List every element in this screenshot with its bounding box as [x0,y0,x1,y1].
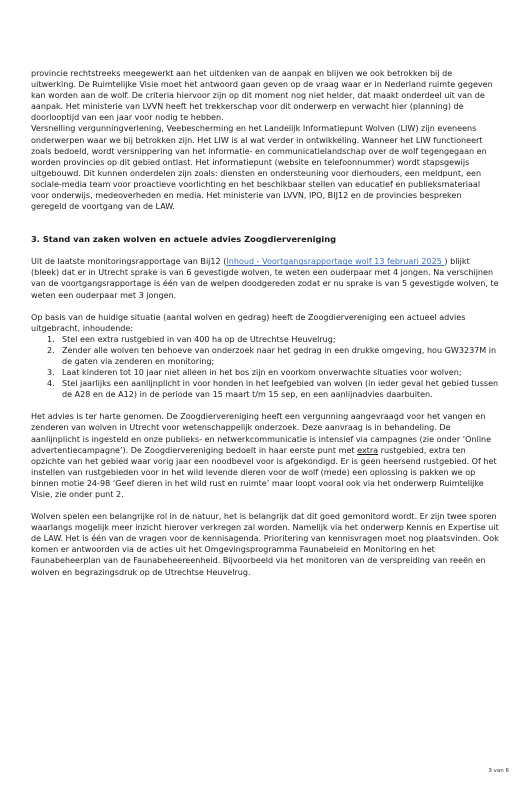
list-number: 3. [47,368,55,378]
paragraph-ruimtelijke-visie: provincie rechtstreeks meegewerkt aan het uitdenken van de aanpak en blijven we ook betrokken bij de uitwerking. De Ruimtelijke Visie moet het antwoord gaan geven op de vraag waar er in Nederland ruimte gegeven kan worden aan de wolf. De criteria hiervoor zijn op dit moment nog niet helder, dat maakt onderdeel uit van de aanpak. Het ministerie van LVVN heeft het trekkerschap voor dit onderwerp en verwacht hier (planning) de doorlooptijd van een jaar voor nodig te hebben. [31,69,493,123]
list-text: Stel een extra rustgebied in van 400 ha op de Utrechtse Heuvelrug; [62,334,336,344]
spacer [31,400,499,411]
list-item [31,367,499,378]
paragraph-monitoring [31,256,499,300]
paragraph-text: ) blijkt (bleek) dat er in Utrecht sprake is van 6 gevestigde wolven, te weten een ouderpaar met 4 jongen. Na verschijnen van de voortgangsrapportage is één van de welpen doodgereden zodat er nu sprake is van 5 gevestigde wolven, te weten een ouderpaar met 3 jongen. [31,257,499,300]
paragraph-liw: Versnelling vergunningverlening, Veebescherming en het Landelijk Informatiepunt Wolven (LIW) zijn eveneens onderwerpen waar we bij betrokken zijn. Het LIW is al wat verder in ontwikkeling. Wanneer het LIW functioneert zoals bedoeld, wordt versnippering van het informatie- en communicatielandschap over de wolf tegengegaan en worden provincies op dit gebied ontlast. Het informatiepunt (website en telefoonnummer) wordt stapsgewijs uitgebouwd. Dit kunnen onderdelen zijn zoals: diensten en ondersteuning voor dierhouders, een meldpunt, een sociale-media team voor proactieve voorlichting en het beschikbaar stellen van educatief en publieksmateriaal voor onderwijs, medeoverheden en media. Het ministerie van LVVN, IPO, BIJ12 en de provincies bespreken geregeld de voortgang van de LAW. [31,124,487,212]
spacer [31,301,499,312]
advice-list [31,334,499,401]
spacer [31,245,499,256]
paragraph-text: Uit de laatste monitoringsrapportage van Bij12 ( [31,257,227,267]
voortgangsrapportage-link[interactable]: Inhoud - Voortgangsrapportage wolf 13 februari 2025 [226,257,445,267]
list-item [31,378,499,400]
paragraph-advies-opvolging [31,411,499,500]
list-number: 1. [47,334,55,344]
section-heading: 3. Stand van zaken wolven en actuele advies Zoogdiervereniging [31,234,337,245]
paragraph-text: Het advies is ter harte genomen. De Zoogdiervereniging heeft een vergunning aangevraagd voor het vangen en zenderen van wolven in Utrecht voor wetenschappelijk onderzoek. Deze aanvraag is in behandeling. De aanlijnplicht is ingesteld en onze publieks- en netwerkcommunicatie is intensief via campagnes (zie onder ‘Online advertentiecampagne’). De Zoogdiervereniging bedoelt in haar eerste punt met [31,412,492,455]
spacer [31,500,499,511]
list-number: 2. [47,345,55,355]
underlined-word: extra [357,445,379,455]
list-item [31,345,499,367]
paragraph-monitoring-natuur: Wolven spelen een belangrijke rol in de natuur, het is belangrijk dat dit goed gemonitord wordt. Er zijn twee sporen waarlangs mogelijk meer inzicht hierover verkregen zal worden. Namelijk via het onderwerp Kennis en Expertise uit de LAW. Het is één van de vragen voor de kennisagenda. Prioritering van kennisvragen moet nog plaatsvinden. Ook komen er antwoorden via de acties uit het Omgevingsprogramma Faunabeleid en Monitoring en het Faunabeheerplan van de Faunabeheereenheid. Bijvoorbeeld via het monitoren van de verspreiding van reeën en wolven en begrazingsdruk op de Utrechtse Heuvelrug. [31,512,499,577]
paragraph-advies-intro: Op basis van de huidige situatie (aantal wolven en gedrag) heeft de Zoogdiervereniging een actueel advies uitgebracht, inhoudende: [31,312,466,333]
paragraph-text: rustgebied, extra ten opzichte van het gebied waar vorig jaar een noodbevel voor is afgekondigd. Er is geen heersend rustgebied. Of het instellen van rustgebieden voor in het wild levende dieren voor de wolf (mede) een oplossing is pakken we op binnen motie 24-98 ‘Geef dieren in het wild rust en ruimte’ maar loopt vooral ook via het onderwerp Ruimtelijke Visie, zie onder punt 2. [31,445,497,499]
list-text: Zender alle wolven ten behoeve van onderzoek naar het gedrag in een drukke omgeving, hou GW3237M in de gaten via zenderen en monitoring; [62,345,497,366]
list-text: Stel jaarlijks een aanlijnplicht in voor honden in het leefgebied van wolven (in ieder geval het gebied tussen de A28 en de A12) in de periode van 15 maart t/m 15 sep, en een aanlijnadvies daarbuiten. [62,379,499,400]
list-number: 4. [47,379,55,389]
list-text: Laat kinderen tot 10 jaar niet alleen in het bos zijn en voorkom onverwachte situaties voor wolven; [62,368,462,378]
document-body [31,68,499,578]
list-item [31,334,499,345]
page-number: 3 van 6 [488,768,509,774]
spacer [31,212,499,234]
